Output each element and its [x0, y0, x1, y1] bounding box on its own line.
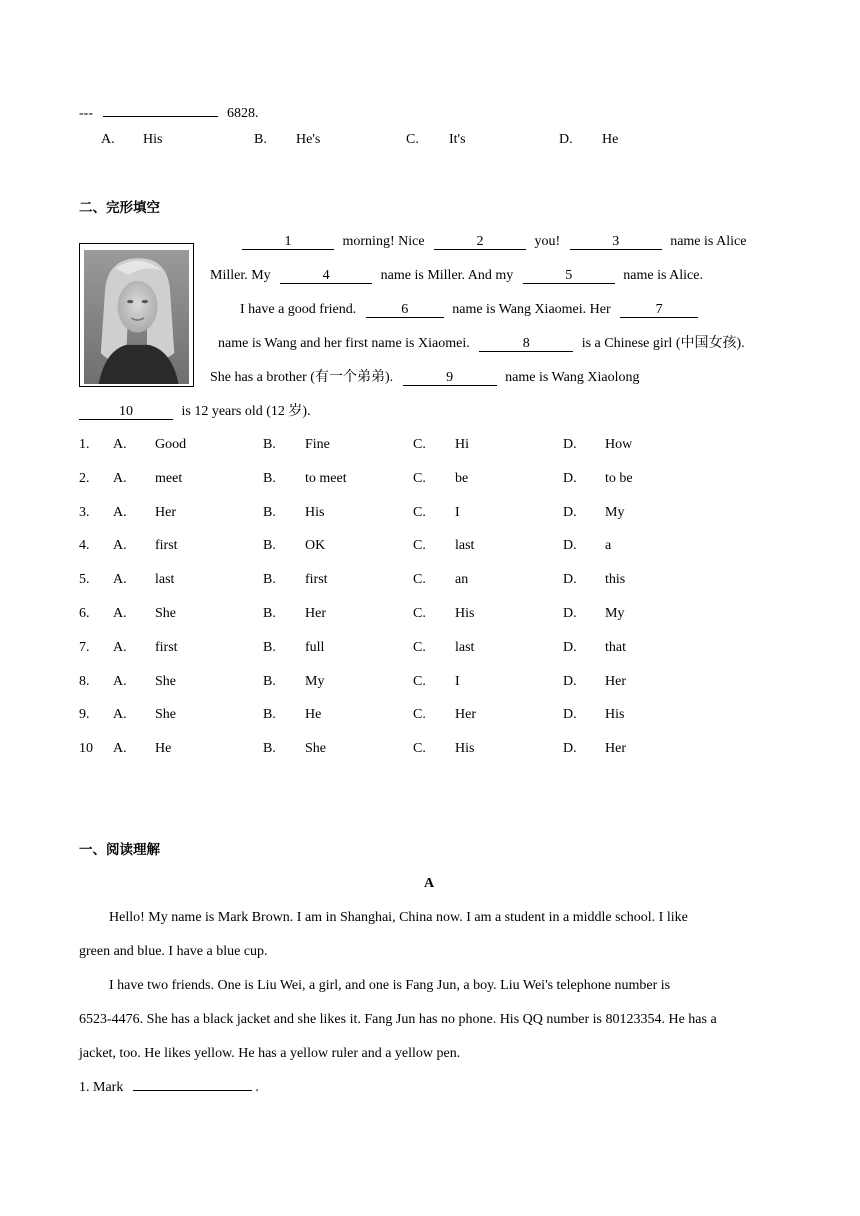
option-d-text[interactable]: My [605, 606, 625, 621]
blank-5[interactable]: 5 [523, 269, 615, 284]
question-number: 1. [79, 437, 90, 452]
option-a-letter: A. [113, 741, 127, 757]
option-b-text[interactable]: She [305, 741, 326, 757]
cloze-text: name is Wang Xiaomei. Her [452, 302, 611, 317]
cloze-text: is a Chinese girl (中国女孩). [581, 336, 745, 351]
reading-heading: 一、阅读理解 [79, 842, 160, 858]
option-c-letter: C. [413, 741, 426, 757]
option-d-letter: D. [563, 639, 577, 655]
option-a-letter: A. [113, 572, 127, 588]
cloze-text: is 12 years old (12 岁). [181, 404, 311, 419]
option-d-text[interactable]: a [605, 538, 612, 554]
cloze-text: name is Wang Xiaolong [505, 370, 640, 385]
option-d-letter: D. [563, 572, 577, 588]
cloze-line-1 [242, 234, 746, 250]
option-b-text[interactable]: first [305, 572, 328, 588]
option-b-letter: B. [263, 673, 276, 689]
option-a-letter: A. [113, 504, 127, 520]
passage-p1-line-2: green and blue. I have a blue cup. [79, 944, 268, 959]
passage-p2-line-3: jacket, too. He likes yellow. He has a yellow ruler and a yellow pen. [79, 1046, 461, 1061]
cloze-text: morning! Nice [342, 234, 425, 249]
option-b-text[interactable]: My [305, 673, 325, 689]
option-b-text[interactable]: OK [305, 538, 326, 554]
option-a-text[interactable]: Her [155, 504, 176, 520]
girl-photo [79, 243, 194, 387]
option-d-text[interactable]: to be [605, 470, 633, 486]
cloze-text: you! [534, 234, 561, 249]
cloze-text: name is Alice. [623, 268, 703, 283]
question-number: 3. [79, 504, 90, 520]
option-b-text[interactable]: to meet [305, 470, 347, 486]
option-a-text[interactable]: meet [155, 470, 183, 486]
option-c-text[interactable]: His [455, 606, 475, 621]
option-a-text[interactable]: She [155, 707, 176, 723]
question-number: 7. [79, 639, 90, 655]
option-c-text[interactable]: last [455, 639, 475, 655]
option-b-text[interactable]: He [305, 707, 322, 723]
passage-p2-line-1: I have two friends. One is Liu Wei, a girl, and one is Fang Jun, a boy. Liu Wei's telephone number is [109, 978, 671, 993]
option-d-letter: D. [563, 437, 577, 452]
question-number: 4. [79, 538, 90, 554]
option-d-letter: D. [563, 504, 577, 520]
cloze-line-3 [240, 302, 698, 318]
question-number: 9. [79, 707, 90, 723]
question-stem: 1. Mark [79, 1080, 124, 1095]
answer-blank[interactable] [133, 1090, 252, 1091]
passage-p1-line-1: Hello! My name is Mark Brown. I am in Shanghai, China now. I am a student in a middle school. I like [109, 910, 688, 925]
option-d-letter: D. [563, 673, 577, 689]
option-c-letter: C. [413, 437, 426, 452]
option-b-letter: B. [263, 572, 276, 588]
cloze-line-2 [210, 268, 703, 284]
prev-option-a-text[interactable]: His [143, 132, 163, 147]
blank-8[interactable]: 8 [479, 337, 573, 352]
option-d-text[interactable]: Her [605, 673, 626, 689]
option-b-letter: B. [263, 606, 276, 621]
cloze-text: She has a brother (有一个弟弟). [210, 370, 394, 385]
passage-p2-line-2: 6523-4476. She has a black jacket and she likes it. Fang Jun has no phone. His QQ number is 80123354. He has a [79, 1012, 717, 1027]
cloze-line-4 [218, 336, 745, 352]
cloze-heading: 二、完形填空 [79, 200, 160, 216]
option-a-letter: A. [113, 437, 127, 452]
option-a-letter: A. [113, 470, 127, 486]
question-number: 6. [79, 606, 90, 621]
option-c-text[interactable]: last [455, 538, 475, 554]
option-c-letter: C. [413, 707, 426, 723]
option-c-text[interactable]: I [455, 673, 460, 689]
option-d-text[interactable]: How [605, 437, 633, 452]
option-c-text[interactable]: be [455, 470, 469, 486]
option-c-letter: C. [413, 606, 426, 621]
option-d-letter: D. [563, 606, 577, 621]
blank-7[interactable]: 7 [620, 303, 698, 318]
option-c-text[interactable]: Her [455, 707, 476, 723]
option-a-text[interactable]: She [155, 606, 176, 621]
option-d-letter: D. [563, 707, 577, 723]
prev-option-b-text[interactable]: He's [296, 132, 321, 147]
prev-option-a-letter: A. [101, 132, 115, 147]
option-d-text[interactable]: His [605, 707, 625, 723]
option-c-text[interactable]: I [455, 504, 460, 520]
cloze-line-6 [79, 404, 311, 420]
option-b-letter: B. [263, 504, 276, 520]
passage-title: A [424, 876, 435, 891]
option-a-text[interactable]: first [155, 639, 178, 655]
option-a-letter: A. [113, 707, 127, 723]
prev-option-c-letter: C. [406, 132, 419, 147]
option-a-letter: A. [113, 538, 127, 554]
option-d-text[interactable]: this [605, 572, 626, 588]
option-c-text[interactable]: Hi [455, 437, 469, 452]
option-d-text[interactable]: Her [605, 741, 626, 757]
prev-question-prefix: --- [79, 106, 93, 121]
question-number: 5. [79, 572, 90, 588]
prev-option-d-text[interactable]: He [602, 132, 619, 147]
blank-4[interactable]: 4 [280, 269, 372, 284]
option-d-letter: D. [563, 470, 577, 486]
option-b-text[interactable]: full [305, 639, 325, 655]
option-a-text[interactable]: Good [155, 437, 187, 452]
option-b-text[interactable]: Fine [305, 437, 330, 452]
option-b-text[interactable]: Her [305, 606, 326, 621]
question-number: 2. [79, 470, 90, 486]
option-a-text[interactable]: She [155, 673, 176, 689]
question-suffix: . [255, 1080, 259, 1095]
option-d-text[interactable]: My [605, 504, 625, 520]
option-b-text[interactable]: His [305, 504, 325, 520]
option-c-letter: C. [413, 673, 426, 689]
blank-2[interactable]: 2 [434, 235, 526, 250]
question-number: 8. [79, 673, 90, 689]
option-a-letter: A. [113, 606, 127, 621]
option-a-letter: A. [113, 673, 127, 689]
prev-option-d-letter: D. [559, 132, 573, 147]
prev-option-c-text[interactable]: It's [449, 132, 466, 147]
question-number: 10 [79, 741, 93, 757]
option-d-letter: D. [563, 538, 577, 554]
option-b-letter: B. [263, 538, 276, 554]
option-d-text[interactable]: that [605, 639, 626, 655]
option-a-text[interactable]: last [155, 572, 175, 588]
option-c-text[interactable]: His [455, 741, 475, 757]
cloze-text: name is Wang and her first name is Xiaomei. [218, 336, 470, 351]
blank-3[interactable]: 3 [570, 235, 662, 250]
blank-9[interactable]: 9 [403, 371, 497, 386]
girl-portrait-image [84, 250, 189, 384]
cloze-text: Miller. My [210, 268, 271, 283]
prev-question-stem [79, 106, 259, 122]
option-b-letter: B. [263, 437, 276, 452]
option-c-letter: C. [413, 504, 426, 520]
option-c-letter: C. [413, 572, 426, 588]
option-d-letter: D. [563, 741, 577, 757]
answer-blank[interactable] [103, 116, 218, 117]
option-a-letter: A. [113, 639, 127, 655]
cloze-line-5 [210, 370, 639, 386]
option-b-letter: B. [263, 707, 276, 723]
option-b-letter: B. [263, 639, 276, 655]
prev-option-b-letter: B. [254, 132, 267, 147]
option-c-text[interactable]: an [455, 572, 469, 588]
reading-question-1 [79, 1080, 259, 1096]
option-c-letter: C. [413, 538, 426, 554]
option-c-letter: C. [413, 639, 426, 655]
cloze-text: I have a good friend. [240, 302, 357, 317]
option-c-letter: C. [413, 470, 426, 486]
prev-question-suffix: 6828. [227, 106, 259, 121]
cloze-text: name is Miller. And my [380, 268, 514, 283]
option-a-text[interactable]: first [155, 538, 178, 554]
option-b-letter: B. [263, 470, 276, 486]
option-b-letter: B. [263, 741, 276, 757]
blank-1[interactable]: 1 [242, 235, 334, 250]
blank-6[interactable]: 6 [366, 303, 444, 318]
option-a-text[interactable]: He [155, 741, 172, 757]
blank-10[interactable]: 10 [79, 405, 173, 420]
cloze-text: name is Alice [670, 234, 747, 249]
